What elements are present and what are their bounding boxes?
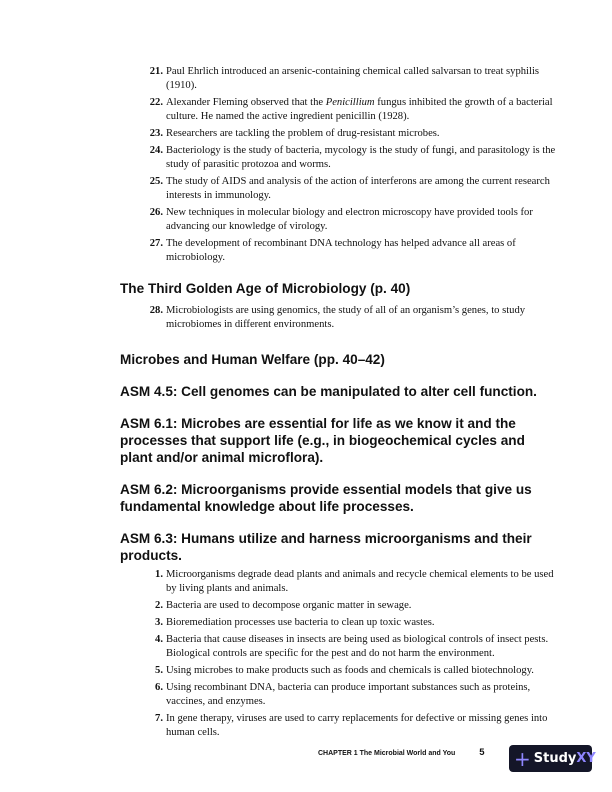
item-text: Microorganisms degrade dead plants and animals and recycle chemical elements to be used by living plants and animals. — [166, 569, 554, 594]
page-footer — [318, 747, 485, 758]
asm-heading: ASM 6.3: Humans utilize and harness microorganisms and their products. — [120, 531, 532, 563]
item-number: 22. — [149, 97, 163, 108]
list-item — [155, 616, 558, 630]
item-number: 25. — [149, 176, 163, 187]
item-number: 27. — [149, 238, 163, 249]
item-text: Microbiologists are using genomics, the study of all of an organism’s genes, to study microbiomes in different environments. — [166, 305, 526, 330]
item-number: 2. — [155, 600, 163, 611]
list-item — [155, 599, 558, 613]
item-number: 24. — [149, 145, 163, 156]
list-item — [149, 127, 558, 141]
list-item — [155, 712, 558, 740]
item-text: Paul Ehrlich introduced an arsenic-containing chemical called salvarsan to treat syphilis (1910). — [166, 66, 540, 91]
section-heading: Microbes and Human Welfare (pp. 40–42) — [120, 352, 385, 367]
item-text: Bacteria are used to decompose organic matter in sewage. — [166, 600, 412, 611]
asm-heading: ASM 6.1: Microbes are essential for life as we know it and the processes that support life (e.g., in biogeochemical cycles and plant and/or animal microflora). — [120, 416, 525, 465]
item-number: 28. — [149, 305, 163, 316]
item-text: fungus inhibited the growth of a bacterial culture. He named the active ingredient penicillin (1928). — [166, 97, 553, 122]
item-text: In gene therapy, viruses are used to carry replacements for defective or missing genes into human cells. — [166, 713, 548, 738]
history-list — [0, 65, 558, 265]
list-item — [155, 633, 558, 661]
list-item — [155, 664, 558, 678]
asm-heading: ASM 4.5: Cell genomes can be manipulated to alter cell function. — [120, 384, 537, 399]
item-number: 1. — [155, 569, 163, 580]
item-text: Researchers are tackling the problem of drug-resistant microbes. — [166, 128, 440, 139]
italic-term: Penicillium — [325, 97, 375, 108]
list-item — [149, 304, 558, 332]
list-item — [149, 144, 558, 172]
list-item — [149, 96, 558, 124]
footer-chapter: CHAPTER 1 The Microbial World and You — [318, 750, 456, 757]
welfare-list — [0, 568, 558, 740]
list-item — [149, 237, 558, 265]
item-text: Bacteria that cause diseases in insects are being used as biological controls of insect pests. Biological controls are specific for the pest and do not harm the environment. — [166, 634, 549, 659]
document-page — [0, 65, 612, 743]
item-number: 26. — [149, 207, 163, 218]
list-item — [149, 206, 558, 234]
item-text: The study of AIDS and analysis of the action of interferons are among the current research interests in immunology. — [166, 176, 550, 201]
item-text: The development of recombinant DNA technology has helped advance all areas of microbiology. — [166, 238, 516, 263]
item-text: Bioremediation processes use bacteria to clean up toxic wastes. — [166, 617, 435, 628]
item-text: Bacteriology is the study of bacteria, mycology is the study of fungi, and parasitology is the study of parasitic protozoa and worms. — [166, 145, 556, 170]
section-heading: The Third Golden Age of Microbiology (p. 40) — [120, 281, 411, 296]
item-number: 3. — [155, 617, 163, 628]
item-text: Alexander Fleming observed that the — [166, 97, 326, 108]
logo-text-accent: XY — [576, 751, 596, 766]
item-number: 23. — [149, 128, 163, 139]
list-item — [149, 65, 558, 93]
list-item — [149, 175, 558, 203]
item-text: New techniques in molecular biology and electron microscopy have provided tools for advancing our knowledge of virology. — [166, 207, 533, 232]
asm-heading: ASM 6.2: Microorganisms provide essential models that give us fundamental knowledge about life processes. — [120, 482, 532, 514]
list-item — [155, 568, 558, 596]
item-number: 5. — [155, 665, 163, 676]
logo-text: Study — [533, 751, 577, 766]
item-number: 4. — [155, 634, 163, 645]
item-text: Using recombinant DNA, bacteria can produce important substances such as proteins, vaccines, and enzymes. — [166, 682, 531, 707]
list-item — [155, 681, 558, 709]
genomics-list — [0, 304, 558, 332]
item-number: 6. — [155, 682, 163, 693]
item-number: 21. — [149, 66, 163, 77]
item-number: 7. — [155, 713, 163, 724]
studyxy-logo[interactable] — [509, 745, 596, 772]
item-text: Using microbes to make products such as foods and chemicals is called biotechnology. — [166, 665, 534, 676]
page-number: 5 — [479, 747, 485, 758]
plus-icon: + — [514, 746, 531, 771]
